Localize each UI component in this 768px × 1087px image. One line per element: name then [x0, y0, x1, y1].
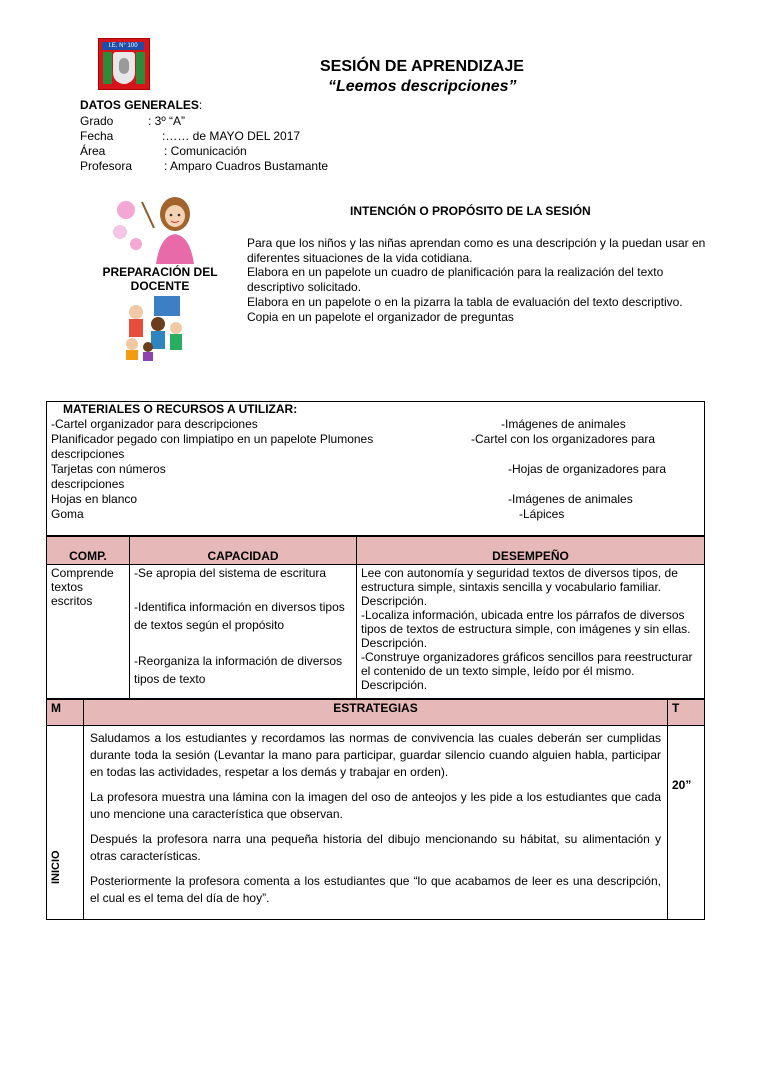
- materiales-box: [46, 401, 705, 536]
- strategy-paragraph: Saludamos a los estudiantes y recordamos las normas de convivencia las cuales deberán ser cumplidas durante toda la sesión (Levantar la mano para participar, guardar silencio cuando alguien habla, participar en todas las actividades, respetar a los demás y trabajar en orden).: [90, 731, 661, 779]
- preparacion-label: PREPARACIÓN DEL DOCENTE: [102, 265, 218, 293]
- strategy-paragraph: Posteriormente la profesora comenta a los estudiantes que “lo que acabamos de leer es una descripción, el cual es el tema del día de hoy”.: [90, 874, 661, 905]
- prep-item: Elabora en un papelote un cuadro de planificación para la realización del texto descriptivo solicitado.: [247, 265, 664, 294]
- datos-row-area: Área : Comunicación: [80, 144, 247, 158]
- page-subtitle: “Leemos descripciones”: [328, 78, 517, 95]
- material-item: descripciones: [51, 447, 125, 461]
- datos-row-fecha: Fecha :…… de MAYO DEL 2017: [80, 129, 301, 143]
- shield-icon: [113, 52, 135, 84]
- capacidad-cell: -Se apropia del sistema de escritura -Identifica información en diversos tipos de textos según el propósito -Reorganiza la información de diversos tipos de texto: [130, 565, 357, 699]
- logo-text: I.E. N° 100: [102, 42, 144, 50]
- material-item: Goma: [51, 507, 84, 521]
- material-item: Tarjetas con números: [51, 462, 166, 476]
- materiales-heading: MATERIALES O RECURSOS A UTILIZAR:: [63, 402, 298, 416]
- moment-label: INICIO: [50, 850, 62, 884]
- school-logo: [98, 38, 150, 90]
- desempeno-cell: Lee con autonomía y seguridad textos de diversos tipos, de estructura simple, sintaxis sencilla y vocabulario familiar. Descripción. -Localiza información, ubicada entre los párrafos de diversos tipos de textos de estructura simple, con imágenes y sin ellas. Descripción. -Construye organizadores gráficos sencillos para reestructurar el contenido de un texto simple, leído por él mismo. Descripción.: [357, 565, 705, 699]
- header-comp: COMP.: [47, 537, 130, 565]
- teacher-illustration: [112, 192, 202, 264]
- material-item: -Cartel con los organizadores para: [471, 432, 656, 446]
- material-item: -Imágenes de animales: [501, 417, 626, 431]
- prep-item: Copia en un papelote el organizador de preguntas: [247, 310, 514, 324]
- datos-row-profesora: Profesora : Amparo Cuadros Bustamante: [80, 159, 329, 173]
- header-desempeno: DESEMPEÑO: [357, 537, 705, 565]
- material-item: -Lápices: [519, 507, 565, 521]
- datos-row-grado: Grado : 3º “A”: [80, 114, 186, 128]
- strategy-paragraph: La profesora muestra una lámina con la imagen del oso de anteojos y les pide a los estudiantes que cada uno mencione una característica que observan.: [90, 790, 661, 821]
- header-estrategias: ESTRATEGIAS: [84, 700, 668, 726]
- moment-cell: [47, 726, 84, 920]
- header-m: M: [47, 700, 84, 726]
- prep-item: Elabora en un papelote o en la pizarra la tabla de evaluación del texto descriptivo.: [247, 295, 683, 309]
- estrategias-table: [46, 699, 705, 920]
- purpose-text: Para que los niños y las niñas aprendan como es una descripción y la puedan usar en diferentes situaciones de la vida cotidiana.: [247, 236, 706, 265]
- intencion-heading: INTENCIÓN O PROPÓSITO DE LA SESIÓN: [350, 204, 591, 218]
- page-title: SESIÓN DE APRENDIZAJE: [320, 58, 524, 75]
- material-item: -Hojas de organizadores para: [508, 462, 667, 476]
- material-item: descripciones: [51, 477, 125, 491]
- time-cell: 20”: [668, 726, 705, 920]
- material-item: Hojas en blanco: [51, 492, 138, 506]
- header-capacidad: CAPACIDAD: [130, 537, 357, 565]
- material-item: -Cartel organizador para descripciones: [51, 417, 258, 431]
- header-t: T: [668, 700, 705, 726]
- comp-cell: Comprende textos escritos: [47, 565, 130, 699]
- strategy-cell: [84, 726, 668, 920]
- material-item: -Imágenes de animales: [508, 492, 633, 506]
- strategy-paragraph: Después la profesora narra una pequeña historia del dibujo mencionando su hábitat, su alimentación y otras características.: [90, 832, 661, 863]
- children-illustration: [118, 292, 196, 362]
- material-item: Planificador pegado con limpiatipo en un papelote Plumones: [51, 432, 374, 446]
- datos-heading: DATOS GENERALES:: [80, 98, 203, 112]
- competencias-table: [46, 536, 705, 699]
